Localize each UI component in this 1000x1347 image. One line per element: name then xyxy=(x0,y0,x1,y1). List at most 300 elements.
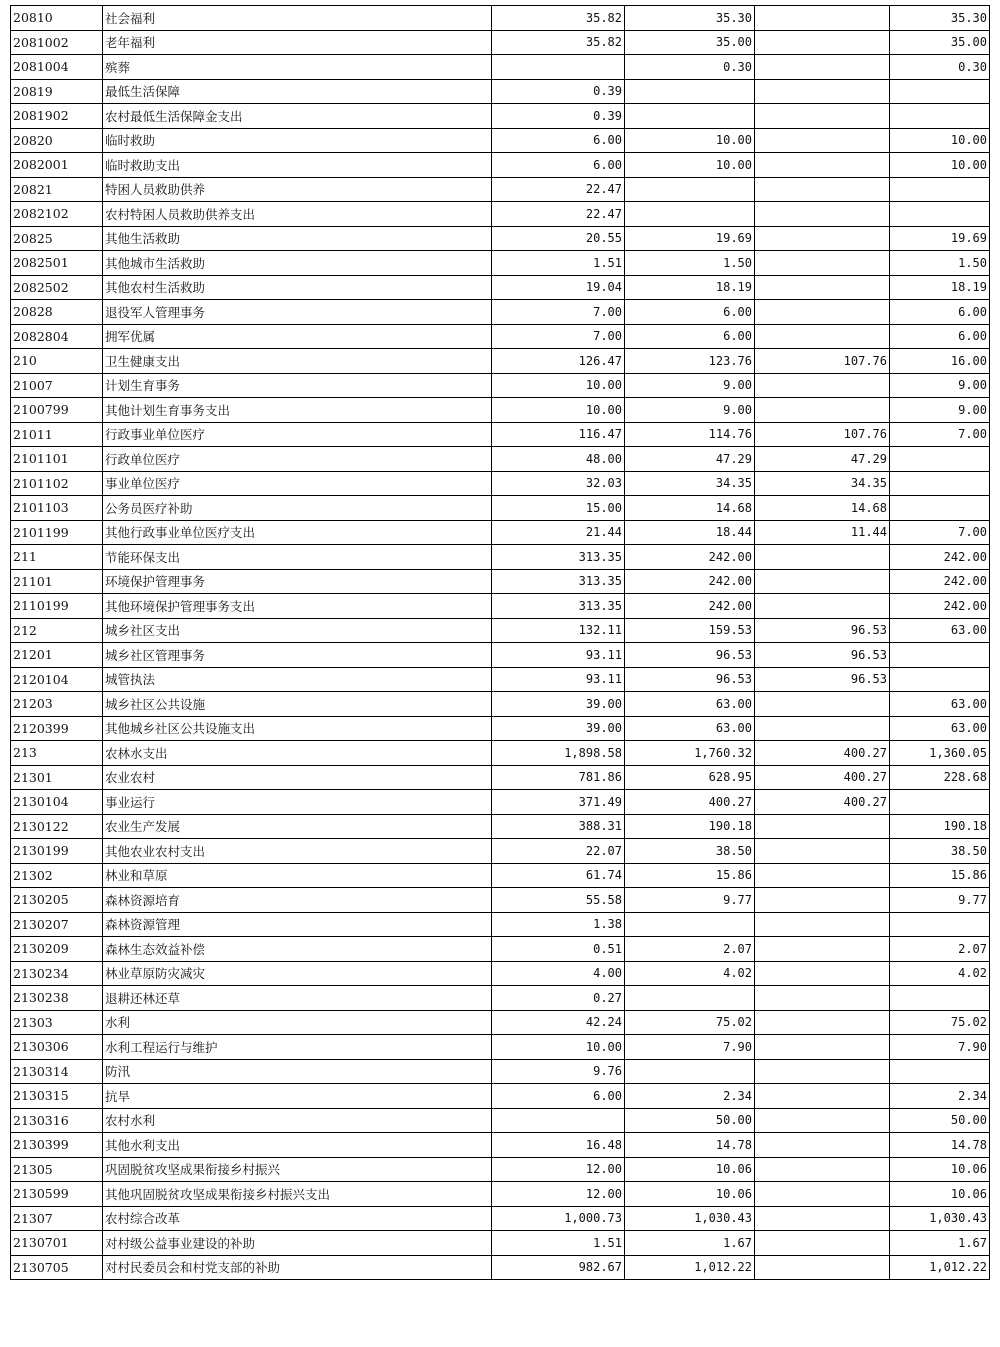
row-name: 公务员医疗补助 xyxy=(103,496,492,521)
row-value-1: 61.74 xyxy=(492,863,625,888)
table-row xyxy=(11,1255,990,1280)
row-value-1: 10.00 xyxy=(492,373,625,398)
row-value-4: 1.67 xyxy=(890,1231,990,1256)
row-value-2: 14.68 xyxy=(625,496,755,521)
row-value-3 xyxy=(755,177,890,202)
row-value-4: 2.07 xyxy=(890,937,990,962)
row-value-1: 6.00 xyxy=(492,128,625,153)
row-value-3: 34.35 xyxy=(755,471,890,496)
row-value-4: 1,360.05 xyxy=(890,741,990,766)
row-value-3: 400.27 xyxy=(755,741,890,766)
row-value-3: 107.76 xyxy=(755,349,890,374)
row-value-2: 63.00 xyxy=(625,692,755,717)
row-name: 临时救助支出 xyxy=(103,153,492,178)
row-name: 对村民委员会和村党支部的补助 xyxy=(103,1255,492,1280)
row-name: 城乡社区公共设施 xyxy=(103,692,492,717)
row-value-4: 63.00 xyxy=(890,716,990,741)
row-value-4 xyxy=(890,667,990,692)
row-value-3 xyxy=(755,1133,890,1158)
row-code: 21101 xyxy=(11,569,103,594)
row-name: 农业生产发展 xyxy=(103,814,492,839)
table-row xyxy=(11,496,990,521)
table-row xyxy=(11,1084,990,1109)
row-value-2: 6.00 xyxy=(625,300,755,325)
row-value-2: 400.27 xyxy=(625,790,755,815)
table-row xyxy=(11,1206,990,1231)
row-value-1: 32.03 xyxy=(492,471,625,496)
row-code: 21303 xyxy=(11,1010,103,1035)
row-value-4 xyxy=(890,496,990,521)
row-name: 退役军人管理事务 xyxy=(103,300,492,325)
row-value-2: 9.00 xyxy=(625,398,755,423)
table-row xyxy=(11,667,990,692)
row-value-4: 19.69 xyxy=(890,226,990,251)
table-row xyxy=(11,643,990,668)
table-row xyxy=(11,447,990,472)
row-value-2: 190.18 xyxy=(625,814,755,839)
row-name: 农林水支出 xyxy=(103,741,492,766)
row-value-1: 126.47 xyxy=(492,349,625,374)
row-code: 2130234 xyxy=(11,961,103,986)
row-value-3 xyxy=(755,251,890,276)
row-value-3 xyxy=(755,128,890,153)
row-value-4: 35.00 xyxy=(890,30,990,55)
row-value-3 xyxy=(755,226,890,251)
row-value-2: 7.90 xyxy=(625,1035,755,1060)
row-value-4: 1,030.43 xyxy=(890,1206,990,1231)
row-value-3 xyxy=(755,1010,890,1035)
table-row xyxy=(11,1133,990,1158)
row-value-3 xyxy=(755,1059,890,1084)
table-row xyxy=(11,520,990,545)
row-value-1: 6.00 xyxy=(492,1084,625,1109)
row-value-1: 0.39 xyxy=(492,79,625,104)
table-row xyxy=(11,471,990,496)
row-value-1: 9.76 xyxy=(492,1059,625,1084)
row-name: 森林资源培育 xyxy=(103,888,492,913)
row-code: 2130104 xyxy=(11,790,103,815)
row-value-1: 0.51 xyxy=(492,937,625,962)
row-code: 2081002 xyxy=(11,30,103,55)
table-row xyxy=(11,324,990,349)
row-value-2: 1,030.43 xyxy=(625,1206,755,1231)
row-code: 2120104 xyxy=(11,667,103,692)
row-value-4 xyxy=(890,912,990,937)
row-value-3 xyxy=(755,716,890,741)
row-value-4 xyxy=(890,986,990,1011)
row-value-1: 1.51 xyxy=(492,1231,625,1256)
table-row xyxy=(11,986,990,1011)
row-value-1: 371.49 xyxy=(492,790,625,815)
row-name: 行政事业单位医疗 xyxy=(103,422,492,447)
row-code: 2130705 xyxy=(11,1255,103,1280)
row-value-2: 9.00 xyxy=(625,373,755,398)
row-value-2: 10.06 xyxy=(625,1157,755,1182)
row-name: 老年福利 xyxy=(103,30,492,55)
row-value-4: 10.00 xyxy=(890,128,990,153)
row-value-3: 11.44 xyxy=(755,520,890,545)
row-value-2: 38.50 xyxy=(625,839,755,864)
row-code: 2120399 xyxy=(11,716,103,741)
row-value-1: 22.07 xyxy=(492,839,625,864)
row-value-2: 4.02 xyxy=(625,961,755,986)
row-code: 2100799 xyxy=(11,398,103,423)
table-row xyxy=(11,398,990,423)
row-value-3 xyxy=(755,1206,890,1231)
row-name: 农业农村 xyxy=(103,765,492,790)
row-code: 2130399 xyxy=(11,1133,103,1158)
row-value-4 xyxy=(890,177,990,202)
row-value-1: 132.11 xyxy=(492,618,625,643)
row-code: 21011 xyxy=(11,422,103,447)
row-value-2: 1,012.22 xyxy=(625,1255,755,1280)
row-value-4: 0.30 xyxy=(890,55,990,80)
row-value-3: 96.53 xyxy=(755,667,890,692)
table-row xyxy=(11,912,990,937)
row-value-1: 0.27 xyxy=(492,986,625,1011)
table-row xyxy=(11,226,990,251)
row-value-1: 22.47 xyxy=(492,177,625,202)
row-name: 其他水利支出 xyxy=(103,1133,492,1158)
row-code: 2130205 xyxy=(11,888,103,913)
row-value-3 xyxy=(755,814,890,839)
row-value-2: 242.00 xyxy=(625,545,755,570)
row-name: 农村综合改革 xyxy=(103,1206,492,1231)
row-value-1: 10.00 xyxy=(492,398,625,423)
row-name: 防汛 xyxy=(103,1059,492,1084)
row-code: 20820 xyxy=(11,128,103,153)
table-row xyxy=(11,1108,990,1133)
row-value-2: 628.95 xyxy=(625,765,755,790)
row-value-2: 0.30 xyxy=(625,55,755,80)
row-code: 210 xyxy=(11,349,103,374)
row-value-1: 93.11 xyxy=(492,667,625,692)
row-value-3 xyxy=(755,300,890,325)
row-value-3 xyxy=(755,202,890,227)
table-row xyxy=(11,716,990,741)
row-value-2: 9.77 xyxy=(625,888,755,913)
row-value-4 xyxy=(890,104,990,129)
row-name: 特困人员救助供养 xyxy=(103,177,492,202)
row-name: 其他计划生育事务支出 xyxy=(103,398,492,423)
row-value-1: 21.44 xyxy=(492,520,625,545)
row-name: 对村级公益事业建设的补助 xyxy=(103,1231,492,1256)
row-value-3: 107.76 xyxy=(755,422,890,447)
row-value-1: 7.00 xyxy=(492,324,625,349)
row-value-4: 1.50 xyxy=(890,251,990,276)
table-row xyxy=(11,300,990,325)
table-row xyxy=(11,692,990,717)
table-row xyxy=(11,128,990,153)
row-code: 2101103 xyxy=(11,496,103,521)
row-value-4 xyxy=(890,790,990,815)
row-value-1: 39.00 xyxy=(492,716,625,741)
row-value-4: 75.02 xyxy=(890,1010,990,1035)
row-value-4: 7.00 xyxy=(890,422,990,447)
row-value-2: 15.86 xyxy=(625,863,755,888)
row-value-4: 2.34 xyxy=(890,1084,990,1109)
row-name: 城乡社区支出 xyxy=(103,618,492,643)
row-value-3 xyxy=(755,912,890,937)
table-row xyxy=(11,790,990,815)
table-row xyxy=(11,1035,990,1060)
row-value-1: 982.67 xyxy=(492,1255,625,1280)
row-code: 20810 xyxy=(11,6,103,31)
row-name: 节能环保支出 xyxy=(103,545,492,570)
row-value-3 xyxy=(755,1231,890,1256)
row-value-2: 242.00 xyxy=(625,594,755,619)
row-value-2: 2.07 xyxy=(625,937,755,962)
row-value-4: 9.00 xyxy=(890,398,990,423)
row-name: 其他环境保护管理事务支出 xyxy=(103,594,492,619)
row-name: 农村最低生活保障金支出 xyxy=(103,104,492,129)
row-value-2: 19.69 xyxy=(625,226,755,251)
table-row xyxy=(11,888,990,913)
row-code: 21007 xyxy=(11,373,103,398)
row-name: 森林生态效益补偿 xyxy=(103,937,492,962)
row-value-4 xyxy=(890,1059,990,1084)
row-value-4: 228.68 xyxy=(890,765,990,790)
row-value-2: 1,760.32 xyxy=(625,741,755,766)
row-value-1: 1.38 xyxy=(492,912,625,937)
table-row xyxy=(11,349,990,374)
row-value-4: 63.00 xyxy=(890,618,990,643)
table-row xyxy=(11,839,990,864)
row-value-1: 313.35 xyxy=(492,594,625,619)
row-value-4: 10.06 xyxy=(890,1157,990,1182)
row-value-1: 16.48 xyxy=(492,1133,625,1158)
row-value-2: 1.67 xyxy=(625,1231,755,1256)
table-row xyxy=(11,765,990,790)
row-name: 林业草原防灾减灾 xyxy=(103,961,492,986)
row-value-2: 35.30 xyxy=(625,6,755,31)
row-code: 2081004 xyxy=(11,55,103,80)
row-value-1: 12.00 xyxy=(492,1182,625,1207)
row-code: 213 xyxy=(11,741,103,766)
table-row xyxy=(11,1231,990,1256)
row-value-3: 47.29 xyxy=(755,447,890,472)
row-value-2: 6.00 xyxy=(625,324,755,349)
row-name: 拥军优属 xyxy=(103,324,492,349)
row-value-4: 35.30 xyxy=(890,6,990,31)
row-value-3 xyxy=(755,324,890,349)
table-row xyxy=(11,814,990,839)
row-value-2: 242.00 xyxy=(625,569,755,594)
row-code: 21305 xyxy=(11,1157,103,1182)
row-value-1: 35.82 xyxy=(492,30,625,55)
row-value-3 xyxy=(755,888,890,913)
row-value-1: 20.55 xyxy=(492,226,625,251)
table-row xyxy=(11,55,990,80)
row-code: 2081902 xyxy=(11,104,103,129)
row-code: 211 xyxy=(11,545,103,570)
row-code: 2130701 xyxy=(11,1231,103,1256)
row-value-2: 18.44 xyxy=(625,520,755,545)
row-code: 2101102 xyxy=(11,471,103,496)
row-value-3 xyxy=(755,569,890,594)
row-value-3 xyxy=(755,986,890,1011)
row-name: 抗旱 xyxy=(103,1084,492,1109)
row-value-4: 15.86 xyxy=(890,863,990,888)
row-name: 其他城市生活救助 xyxy=(103,251,492,276)
row-name: 其他农村生活救助 xyxy=(103,275,492,300)
row-code: 2130306 xyxy=(11,1035,103,1060)
row-value-3 xyxy=(755,1108,890,1133)
row-value-4: 4.02 xyxy=(890,961,990,986)
row-value-2 xyxy=(625,79,755,104)
row-code: 2130199 xyxy=(11,839,103,864)
row-value-4: 6.00 xyxy=(890,300,990,325)
row-value-2 xyxy=(625,177,755,202)
row-value-2: 63.00 xyxy=(625,716,755,741)
row-code: 21307 xyxy=(11,1206,103,1231)
row-code: 20825 xyxy=(11,226,103,251)
row-value-4: 18.19 xyxy=(890,275,990,300)
row-value-2: 10.00 xyxy=(625,128,755,153)
table-row xyxy=(11,153,990,178)
table-body xyxy=(11,6,990,1280)
row-value-1: 10.00 xyxy=(492,1035,625,1060)
row-name: 计划生育事务 xyxy=(103,373,492,398)
row-value-4: 7.00 xyxy=(890,520,990,545)
row-code: 2130122 xyxy=(11,814,103,839)
row-name: 临时救助 xyxy=(103,128,492,153)
row-value-4: 9.00 xyxy=(890,373,990,398)
row-value-2 xyxy=(625,104,755,129)
table-row xyxy=(11,202,990,227)
row-value-2: 75.02 xyxy=(625,1010,755,1035)
row-value-2: 114.76 xyxy=(625,422,755,447)
row-value-4 xyxy=(890,202,990,227)
row-code: 2130314 xyxy=(11,1059,103,1084)
row-value-3 xyxy=(755,373,890,398)
row-value-4 xyxy=(890,471,990,496)
row-value-3 xyxy=(755,545,890,570)
row-value-1: 48.00 xyxy=(492,447,625,472)
table-row xyxy=(11,1010,990,1035)
row-value-4 xyxy=(890,79,990,104)
row-value-3 xyxy=(755,153,890,178)
table-row xyxy=(11,1157,990,1182)
row-value-3 xyxy=(755,1182,890,1207)
row-value-3: 400.27 xyxy=(755,765,890,790)
row-value-3 xyxy=(755,863,890,888)
row-code: 2130316 xyxy=(11,1108,103,1133)
row-value-2: 50.00 xyxy=(625,1108,755,1133)
row-value-1: 313.35 xyxy=(492,545,625,570)
row-name: 殡葬 xyxy=(103,55,492,80)
row-value-1 xyxy=(492,1108,625,1133)
row-value-1 xyxy=(492,55,625,80)
row-value-4: 63.00 xyxy=(890,692,990,717)
row-code: 2130599 xyxy=(11,1182,103,1207)
row-name: 城乡社区管理事务 xyxy=(103,643,492,668)
table-row xyxy=(11,104,990,129)
table-row xyxy=(11,177,990,202)
row-name: 卫生健康支出 xyxy=(103,349,492,374)
table-row xyxy=(11,594,990,619)
row-value-4: 16.00 xyxy=(890,349,990,374)
row-value-4: 1,012.22 xyxy=(890,1255,990,1280)
row-value-4: 10.06 xyxy=(890,1182,990,1207)
row-value-2: 47.29 xyxy=(625,447,755,472)
row-code: 21301 xyxy=(11,765,103,790)
row-value-2: 18.19 xyxy=(625,275,755,300)
row-value-1: 6.00 xyxy=(492,153,625,178)
row-name: 其他生活救助 xyxy=(103,226,492,251)
row-code: 21302 xyxy=(11,863,103,888)
row-value-3 xyxy=(755,1255,890,1280)
table-row xyxy=(11,1182,990,1207)
row-value-4: 242.00 xyxy=(890,545,990,570)
row-code: 20819 xyxy=(11,79,103,104)
row-value-3: 14.68 xyxy=(755,496,890,521)
row-value-3 xyxy=(755,398,890,423)
row-value-3: 400.27 xyxy=(755,790,890,815)
row-value-4: 50.00 xyxy=(890,1108,990,1133)
row-name: 其他农业农村支出 xyxy=(103,839,492,864)
row-value-1: 22.47 xyxy=(492,202,625,227)
row-value-1: 35.82 xyxy=(492,6,625,31)
row-value-4: 6.00 xyxy=(890,324,990,349)
row-value-3 xyxy=(755,1157,890,1182)
row-value-1: 388.31 xyxy=(492,814,625,839)
row-value-3 xyxy=(755,1084,890,1109)
row-value-4: 38.50 xyxy=(890,839,990,864)
row-value-4 xyxy=(890,447,990,472)
table-row xyxy=(11,741,990,766)
row-value-4: 14.78 xyxy=(890,1133,990,1158)
row-value-2 xyxy=(625,986,755,1011)
row-value-4: 242.00 xyxy=(890,569,990,594)
row-code: 21201 xyxy=(11,643,103,668)
row-value-1: 19.04 xyxy=(492,275,625,300)
row-value-3 xyxy=(755,937,890,962)
row-value-4: 10.00 xyxy=(890,153,990,178)
row-value-2: 96.53 xyxy=(625,667,755,692)
row-value-1: 93.11 xyxy=(492,643,625,668)
row-name: 巩固脱贫攻坚成果衔接乡村振兴 xyxy=(103,1157,492,1182)
row-value-3 xyxy=(755,79,890,104)
row-value-1: 39.00 xyxy=(492,692,625,717)
row-name: 退耕还林还草 xyxy=(103,986,492,1011)
row-value-3 xyxy=(755,961,890,986)
row-name: 社会福利 xyxy=(103,6,492,31)
row-value-3 xyxy=(755,275,890,300)
row-value-1: 55.58 xyxy=(492,888,625,913)
row-name: 农村水利 xyxy=(103,1108,492,1133)
row-name: 农村特困人员救助供养支出 xyxy=(103,202,492,227)
row-value-2: 159.53 xyxy=(625,618,755,643)
row-value-3 xyxy=(755,839,890,864)
row-name: 森林资源管理 xyxy=(103,912,492,937)
row-value-3 xyxy=(755,30,890,55)
row-value-2: 123.76 xyxy=(625,349,755,374)
row-code: 21203 xyxy=(11,692,103,717)
row-name: 环境保护管理事务 xyxy=(103,569,492,594)
row-value-2: 34.35 xyxy=(625,471,755,496)
row-value-1: 0.39 xyxy=(492,104,625,129)
row-name: 其他城乡社区公共设施支出 xyxy=(103,716,492,741)
row-code: 2101101 xyxy=(11,447,103,472)
budget-table xyxy=(10,5,990,1280)
table-row xyxy=(11,961,990,986)
row-value-1: 15.00 xyxy=(492,496,625,521)
row-name: 其他巩固脱贫攻坚成果衔接乡村振兴支出 xyxy=(103,1182,492,1207)
table-row xyxy=(11,373,990,398)
row-value-2: 10.06 xyxy=(625,1182,755,1207)
table-row xyxy=(11,569,990,594)
